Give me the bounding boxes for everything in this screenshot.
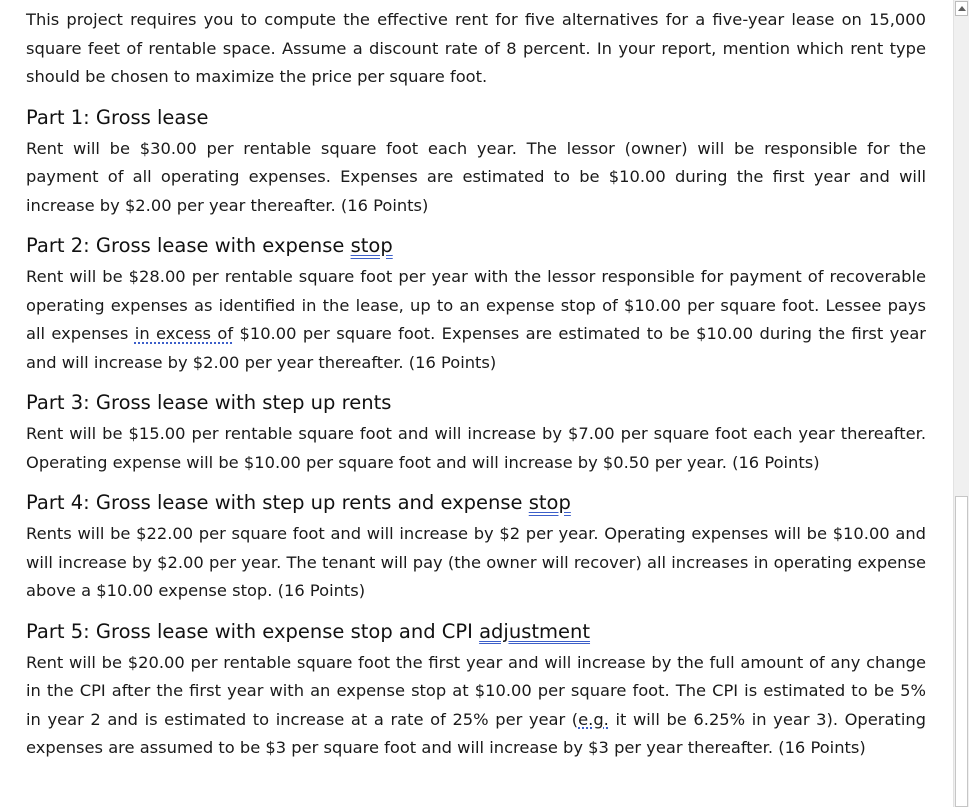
- part-3-body-text: Rent will be $15.00 per rentable square foot and will increase by $7.00 per square foot each year thereafter. Operating expense will be $10.00 per square foot and will increase by $0.50 per year. (16 Points): [26, 424, 926, 472]
- scroll-up-arrow-icon[interactable]: [955, 1, 968, 16]
- document-body: [26, 6, 926, 763]
- part-2-body-text-end: $10.00 per square foot. Expenses are estimated to be $10.00 during the first year and will increase by $2.00 per year thereafter. (16 Points): [26, 324, 926, 372]
- part-2-heading-text: Part 2: Gross lease with expense: [26, 234, 351, 257]
- part-5-heading: [26, 619, 926, 645]
- part-1-heading: [26, 105, 926, 131]
- part-1-heading-text: Part 1: Gross lease: [26, 105, 209, 129]
- part-5-body-text: Rent will be $20.00 per rentable square foot the first year and will increase by the full amount of any change in the CPI after the first year with an expense stop at $10.00 per square foot. The CPI is estimated to be 5% in year 2 and is estimated to increase at a rate of 25% per year (: [26, 652, 926, 729]
- part-1-body: [26, 135, 926, 221]
- part-3-section: [26, 390, 926, 477]
- part-5-body-text-end: it will be 6.25% in year 3). Operating expenses are assumed to be $3 per square foot and will increase by $3 per year thereafter. (16 Points): [26, 709, 926, 757]
- part-2-body: [26, 263, 926, 377]
- part-4-body-text: Rents will be $22.00 per square foot and will increase by $2 per year. Operating expenses will be $10.00 and will increase by $2.00 per year. The tenant will pay (the owner will recover) all increases in operating expense above a $10.00 expense stop. (16 Points): [26, 524, 926, 600]
- part-4-heading-text: Part 4: Gross lease with step up rents and expense: [26, 491, 529, 514]
- part-4-section: [26, 490, 926, 606]
- intro-paragraph: This project requires you to compute the effective rent for five alternatives for a five-year lease on 15,000 square feet of rentable space. Assume a discount rate of 8 percent. In your report, mention which rent type should be chosen to maximize the price per square foot.: [26, 10, 926, 86]
- part-5-heading-text: Part 5: Gross lease with expense stop and CPI: [26, 619, 480, 643]
- part-5-section: [26, 619, 926, 763]
- part-2-body-flagged-phrase[interactable]: in excess of: [134, 324, 234, 343]
- part-5-body: [26, 649, 926, 763]
- part-5-heading-flagged-word[interactable]: adjustment: [479, 619, 591, 643]
- part-2-body-text: Rent will be $28.00 per rentable square foot per year with the lessor responsible for payment of recoverable operating expenses as identified in the lease, up to an expense stop of $10.00 per square foot. Lessee pays all expenses: [26, 267, 926, 343]
- part-2-section: [26, 233, 926, 377]
- part-1-section: [26, 105, 926, 221]
- part-3-heading: [26, 390, 926, 416]
- part-4-heading: [26, 490, 926, 516]
- vertical-scrollbar[interactable]: [953, 0, 969, 807]
- scrollbar-thumb[interactable]: [955, 496, 968, 807]
- part-4-heading-flagged-word[interactable]: stop: [528, 491, 571, 514]
- part-2-heading-flagged-word[interactable]: stop: [350, 234, 393, 257]
- part-5-body-flagged-abbrev[interactable]: e.g.: [578, 709, 609, 729]
- part-3-body: [26, 420, 926, 477]
- part-3-heading-text: Part 3: Gross lease with step up rents: [26, 391, 392, 414]
- part-1-body-text: Rent will be $30.00 per rentable square foot each year. The lessor (owner) will be responsible for the payment of all operating expenses. Expenses are estimated to be $10.00 during the first year and will increase by $2.00 per year thereafter. (16 Points): [26, 138, 926, 215]
- part-2-heading: [26, 233, 926, 259]
- part-4-body: [26, 520, 926, 606]
